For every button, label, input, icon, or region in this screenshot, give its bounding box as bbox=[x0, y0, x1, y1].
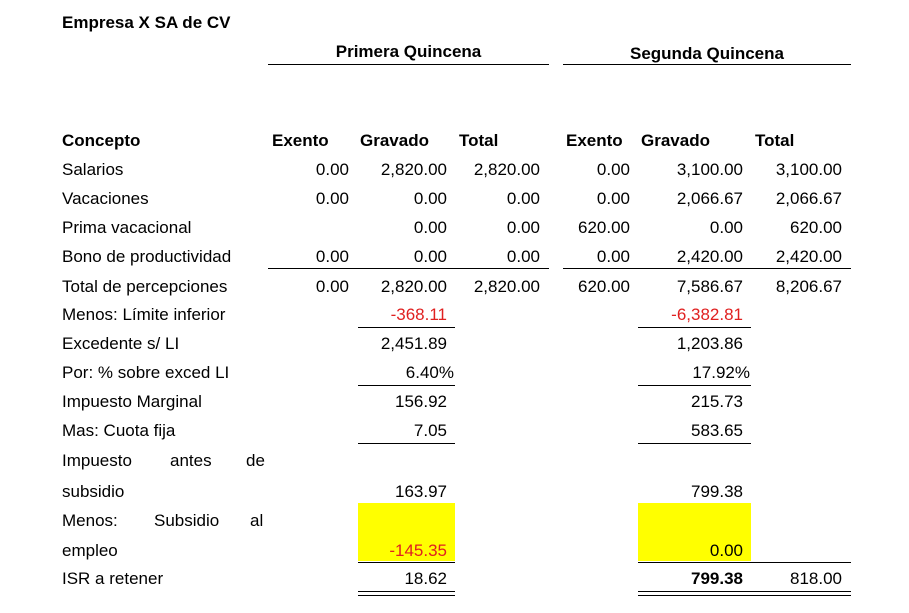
cuota-underline-1 bbox=[358, 443, 455, 444]
company-name: Empresa X SA de CV bbox=[62, 13, 231, 32]
row-label-isr: ISR a retener bbox=[62, 569, 164, 588]
cell-bono-p1-gravado: 0.00 bbox=[413, 247, 447, 266]
cell-marginal-p2: 215.73 bbox=[691, 392, 743, 411]
isr-double-underline-2 bbox=[638, 591, 851, 596]
cell-prima-p2-total: 620.00 bbox=[790, 218, 842, 237]
cell-vacaciones-p1-gravado: 0.00 bbox=[413, 189, 447, 208]
header-gravado-1: Gravado bbox=[360, 131, 429, 150]
cell-prima-p1-gravado: 0.00 bbox=[413, 218, 447, 237]
porcentaje-underline-1 bbox=[358, 385, 455, 386]
cell-porcentaje-p2: 17.92% bbox=[692, 363, 750, 382]
subsidio-underline-2 bbox=[638, 562, 851, 563]
row-label-impuesto-marginal: Impuesto Marginal bbox=[62, 392, 202, 411]
row-label-total-percepciones: Total de percepciones bbox=[62, 277, 228, 296]
limite-underline-2 bbox=[638, 327, 751, 328]
cell-cuota-p1: 7.05 bbox=[413, 421, 447, 440]
cell-salarios-p1-total: 2,820.00 bbox=[473, 160, 540, 179]
cell-bono-p1-total: 0.00 bbox=[506, 247, 540, 266]
cell-prima-p1-total: 0.00 bbox=[506, 218, 540, 237]
cell-bono-p2-gravado: 2,420.00 bbox=[676, 247, 743, 266]
impuesto-label-line-2: subsidio bbox=[62, 482, 125, 501]
header-exento-1: Exento bbox=[272, 131, 329, 150]
cell-total-perc-p1-exento: 0.00 bbox=[315, 277, 349, 296]
cell-bono-p2-exento: 0.00 bbox=[596, 247, 630, 266]
cell-subsidio-p1: -145.35 bbox=[389, 541, 447, 560]
cell-total-perc-p1-gravado: 2,820.00 bbox=[380, 277, 447, 296]
header-gravado-2: Gravado bbox=[641, 131, 710, 150]
header-concepto: Concepto bbox=[62, 131, 141, 150]
subtotal-line-2 bbox=[563, 268, 851, 269]
cell-total-perc-p1-total: 2,820.00 bbox=[473, 277, 540, 296]
limite-underline-1 bbox=[358, 327, 455, 328]
cell-bono-p1-exento: 0.00 bbox=[315, 247, 349, 266]
header-exento-2: Exento bbox=[566, 131, 623, 150]
cell-salarios-p2-total: 3,100.00 bbox=[775, 160, 842, 179]
row-label-vacaciones: Vacaciones bbox=[62, 189, 149, 208]
subsidio-label-word-3: al bbox=[250, 511, 264, 530]
cell-vacaciones-p2-total: 2,066.67 bbox=[775, 189, 842, 208]
subsidio-label-word-2: Subsidio bbox=[154, 511, 220, 530]
row-label-prima: Prima vacacional bbox=[62, 218, 192, 237]
cell-prima-p2-exento: 620.00 bbox=[578, 218, 630, 237]
porcentaje-underline-2 bbox=[638, 385, 751, 386]
cell-vacaciones-p2-gravado: 2,066.67 bbox=[676, 189, 743, 208]
cell-impuesto-p2: 799.38 bbox=[691, 482, 743, 501]
cell-vacaciones-p1-exento: 0.00 bbox=[315, 189, 349, 208]
row-label-cuota-fija: Mas: Cuota fija bbox=[62, 421, 176, 440]
row-label-salarios: Salarios bbox=[62, 160, 124, 179]
subsidio-label-line-2: empleo bbox=[62, 541, 118, 560]
cell-marginal-p1: 156.92 bbox=[395, 392, 447, 411]
cell-impuesto-p1: 163.97 bbox=[395, 482, 447, 501]
header-total-2: Total bbox=[755, 131, 795, 150]
cell-isr-p1: 18.62 bbox=[404, 569, 447, 588]
cell-total-perc-p2-gravado: 7,586.67 bbox=[676, 277, 743, 296]
isr-double-underline-1 bbox=[358, 591, 455, 596]
period-header-2: Segunda Quincena bbox=[630, 44, 784, 63]
cell-salarios-p1-gravado: 2,820.00 bbox=[380, 160, 447, 179]
subtotal-line-1 bbox=[268, 268, 549, 269]
row-label-bono: Bono de productividad bbox=[62, 247, 232, 266]
header-total-1: Total bbox=[459, 131, 499, 150]
period-header-1: Primera Quincena bbox=[335, 42, 482, 61]
cell-bono-p2-total: 2,420.00 bbox=[775, 247, 842, 266]
cell-total-perc-p2-total: 8,206.67 bbox=[775, 277, 842, 296]
cell-salarios-p2-gravado: 3,100.00 bbox=[676, 160, 743, 179]
cell-prima-p2-gravado: 0.00 bbox=[709, 218, 743, 237]
row-label-limite-inferior: Menos: Límite inferior bbox=[62, 305, 226, 324]
cell-limite-p2: -6,382.81 bbox=[671, 305, 743, 324]
cell-isr-p2: 799.38 bbox=[691, 569, 743, 588]
cell-total-perc-p2-exento: 620.00 bbox=[578, 277, 630, 296]
cell-vacaciones-p1-total: 0.00 bbox=[506, 189, 540, 208]
cell-porcentaje-p1: 6.40% bbox=[405, 363, 454, 382]
cell-salarios-p2-exento: 0.00 bbox=[596, 160, 630, 179]
cell-cuota-p2: 583.65 bbox=[691, 421, 743, 440]
cell-vacaciones-p2-exento: 0.00 bbox=[596, 189, 630, 208]
row-label-excedente: Excedente s/ LI bbox=[62, 334, 180, 353]
cell-subsidio-p2: 0.00 bbox=[709, 541, 743, 560]
row-label-porcentaje: Por: % sobre exced LI bbox=[62, 363, 230, 382]
subsidio-underline-1 bbox=[358, 562, 455, 563]
cell-salarios-p1-exento: 0.00 bbox=[315, 160, 349, 179]
cell-excedente-p2: 1,203.86 bbox=[676, 334, 743, 353]
impuesto-label-word-2: antes bbox=[170, 451, 212, 470]
cell-isr-total: 818.00 bbox=[790, 569, 842, 588]
period-1-underline bbox=[268, 64, 549, 65]
impuesto-label-word-3: de bbox=[246, 451, 265, 470]
cuota-underline-2 bbox=[638, 443, 751, 444]
period-2-underline bbox=[563, 64, 851, 65]
subsidio-label-word-1: Menos: bbox=[62, 511, 118, 530]
cell-limite-p1: -368.11 bbox=[390, 305, 447, 324]
impuesto-label-word-1: Impuesto bbox=[62, 451, 132, 470]
cell-excedente-p1: 2,451.89 bbox=[380, 334, 447, 353]
